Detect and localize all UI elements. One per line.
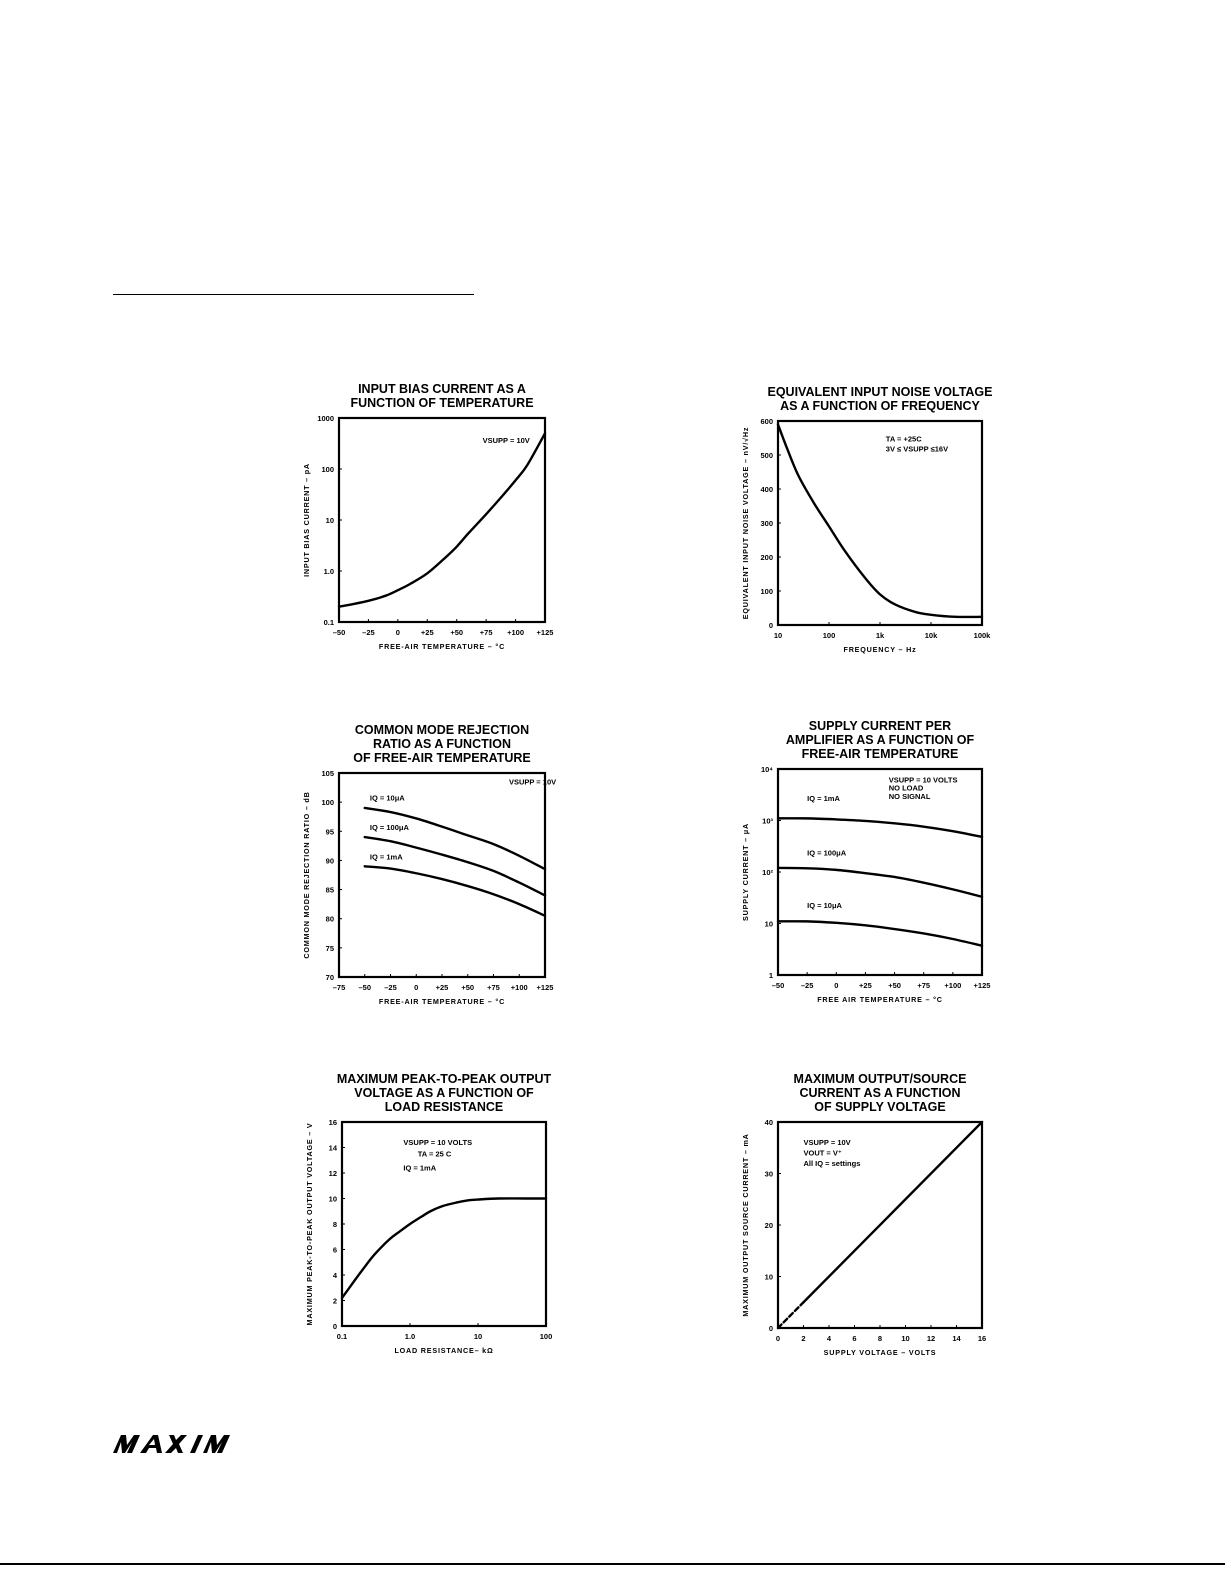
y-tick-label: 600 bbox=[760, 417, 773, 426]
chart-plot bbox=[714, 716, 1044, 1016]
series-line bbox=[339, 433, 545, 606]
x-tick-label: 0.1 bbox=[336, 1332, 348, 1341]
y-tick-label: 20 bbox=[764, 1221, 773, 1230]
x-tick-label: 1.0 bbox=[404, 1332, 416, 1341]
x-tick-label: +100 bbox=[944, 981, 962, 990]
x-axis-label: SUPPLY VOLTAGE – VOLTS bbox=[823, 1348, 937, 1357]
x-tick-label: 8 bbox=[877, 1334, 883, 1343]
x-tick-label: +25 bbox=[435, 983, 449, 992]
chart-annotation: VOUT = V⁺ bbox=[803, 1148, 842, 1158]
x-tick-label: 10 bbox=[473, 1332, 483, 1341]
chart-output-source-current bbox=[714, 1066, 1044, 1366]
y-tick-label: 10⁴ bbox=[760, 765, 773, 774]
y-tick-label: 0 bbox=[768, 1324, 773, 1333]
y-tick-label: 10³ bbox=[762, 816, 773, 826]
y-tick-label: 2 bbox=[332, 1296, 337, 1306]
y-axis-label: EQUIVALENT INPUT NOISE VOLTAGE – nV/√Hz bbox=[741, 426, 750, 620]
y-tick-label: 4 bbox=[332, 1271, 337, 1280]
y-tick-label: 1.0 bbox=[323, 567, 334, 576]
x-tick-label: 2 bbox=[801, 1334, 806, 1343]
series-line bbox=[778, 1302, 804, 1328]
x-axis-label: LOAD RESISTANCE– kΩ bbox=[394, 1346, 494, 1355]
chart-cmrr bbox=[278, 716, 608, 1016]
x-tick-label: 100 bbox=[822, 631, 836, 640]
x-axis-label: FREQUENCY – Hz bbox=[843, 645, 917, 654]
y-tick-label: 75 bbox=[325, 943, 334, 953]
y-tick-label: 10 bbox=[325, 516, 334, 525]
x-tick-label: 10k bbox=[924, 631, 938, 640]
y-tick-label: 10 bbox=[764, 1272, 773, 1282]
plot-frame bbox=[339, 773, 545, 977]
x-tick-label: 100k bbox=[973, 631, 991, 640]
y-tick-label: 80 bbox=[325, 914, 334, 924]
x-tick-label: +125 bbox=[536, 628, 554, 637]
chart-title-line: COMMON MODE REJECTION bbox=[354, 723, 530, 737]
x-tick-label: 1k bbox=[875, 631, 885, 640]
x-tick-label: 4 bbox=[826, 1334, 832, 1343]
x-tick-label: 12 bbox=[926, 1334, 936, 1343]
x-tick-label: +75 bbox=[917, 981, 931, 990]
y-tick-label: 0.1 bbox=[323, 618, 334, 627]
chart-title-line: EQUIVALENT INPUT NOISE VOLTAGE bbox=[767, 385, 993, 399]
x-tick-label: 10 bbox=[773, 631, 783, 640]
y-tick-label: 1 bbox=[768, 971, 773, 980]
chart-annotation: VSUPP = 10V bbox=[482, 436, 530, 446]
y-axis-label: INPUT BIAS CURRENT – pA bbox=[302, 463, 311, 577]
x-tick-label: –50 bbox=[358, 983, 372, 992]
chart-annotation: TA = +25C bbox=[885, 434, 922, 444]
x-tick-label: +100 bbox=[507, 628, 525, 637]
y-tick-label: 100 bbox=[321, 465, 334, 474]
x-tick-label: +125 bbox=[536, 983, 554, 992]
chart-annotation: IQ = 10μA bbox=[369, 793, 405, 803]
x-tick-label: 0 bbox=[775, 1334, 781, 1343]
x-tick-label: +25 bbox=[420, 628, 434, 637]
x-tick-label: +75 bbox=[479, 628, 493, 637]
chart-title-line: MAXIMUM OUTPUT/SOURCE bbox=[793, 1072, 967, 1086]
x-tick-label: 10 bbox=[901, 1334, 910, 1343]
series-line bbox=[778, 424, 982, 617]
x-tick-label: 0 bbox=[834, 981, 839, 990]
series-line bbox=[365, 866, 545, 916]
chart-annotation: IQ = 1mA bbox=[403, 1163, 437, 1173]
y-tick-label: 14 bbox=[328, 1143, 337, 1153]
chart-annotation: VSUPP = 10V bbox=[508, 777, 557, 787]
x-tick-label: +125 bbox=[973, 981, 991, 990]
chart-title-line: INPUT BIAS CURRENT AS A bbox=[358, 382, 526, 396]
chart-peak-to-peak-voltage bbox=[278, 1066, 608, 1366]
x-tick-label: –50 bbox=[771, 981, 785, 990]
series-line bbox=[778, 921, 982, 945]
x-tick-label: +50 bbox=[450, 628, 464, 637]
x-tick-label: 14 bbox=[952, 1334, 961, 1343]
chart-plot bbox=[714, 1066, 1044, 1366]
x-axis-label: FREE-AIR TEMPERATURE – °C bbox=[378, 997, 506, 1006]
y-tick-label: 8 bbox=[332, 1220, 337, 1229]
y-tick-label: 500 bbox=[760, 451, 773, 460]
chart-title-line: SUPPLY CURRENT PER bbox=[808, 719, 952, 733]
chart-plot bbox=[714, 376, 1044, 676]
chart-title-line: AMPLIFIER AS A FUNCTION OF bbox=[785, 733, 975, 747]
y-axis-label: MAXIMUM PEAK-TO-PEAK OUTPUT VOLTAGE – V bbox=[305, 1122, 314, 1326]
chart-title-line: LOAD RESISTANCE bbox=[384, 1100, 504, 1114]
y-axis-label: SUPPLY CURRENT – μA bbox=[741, 823, 750, 921]
maxim-logo bbox=[113, 1434, 253, 1459]
y-axis-label: MAXIMUM OUTPUT SOURCE CURRENT – mA bbox=[741, 1133, 750, 1317]
y-tick-label: 200 bbox=[760, 553, 773, 562]
x-tick-label: +75 bbox=[487, 983, 500, 992]
chart-title-line: OF FREE-AIR TEMPERATURE bbox=[353, 751, 531, 765]
chart-annotation: IQ = 100μA bbox=[369, 823, 409, 833]
series-line bbox=[778, 818, 982, 837]
series-line bbox=[365, 837, 545, 895]
y-tick-label: 6 bbox=[332, 1245, 337, 1255]
chart-title-line: MAXIMUM PEAK-TO-PEAK OUTPUT bbox=[336, 1072, 552, 1086]
x-tick-label: 0 bbox=[395, 628, 400, 637]
chart-annotation: IQ = 1mA bbox=[369, 852, 403, 862]
chart-annotation: IQ = 10μA bbox=[807, 900, 842, 910]
chart-title-line: FREE-AIR TEMPERATURE bbox=[801, 747, 959, 761]
chart-annotation: VSUPP = 10 VOLTS bbox=[403, 1137, 473, 1147]
series-line bbox=[342, 1198, 546, 1298]
chart-title-line: OF SUPPLY VOLTAGE bbox=[814, 1100, 946, 1114]
chart-annotation: TA = 25 C bbox=[417, 1149, 452, 1159]
x-tick-label: +50 bbox=[461, 983, 475, 992]
maxim-logo-icon bbox=[113, 1434, 253, 1454]
y-tick-label: 95 bbox=[325, 827, 334, 837]
x-tick-label: –25 bbox=[800, 981, 814, 990]
chart-annotation: IQ = 100μA bbox=[807, 848, 847, 858]
x-tick-label: +25 bbox=[859, 981, 872, 990]
x-tick-label: 100 bbox=[539, 1332, 553, 1341]
chart-title-line: FUNCTION OF TEMPERATURE bbox=[350, 396, 534, 410]
series-line bbox=[778, 868, 982, 897]
y-tick-label: 40 bbox=[764, 1118, 773, 1127]
x-tick-label: 6 bbox=[852, 1334, 857, 1343]
y-tick-label: 400 bbox=[760, 485, 773, 494]
x-tick-label: –25 bbox=[362, 628, 375, 637]
y-tick-label: 10 bbox=[328, 1194, 337, 1204]
plot-frame bbox=[339, 418, 545, 622]
chart-plot bbox=[278, 716, 608, 1016]
y-tick-label: 10 bbox=[764, 919, 773, 929]
chart-supply-current bbox=[714, 716, 1044, 1016]
chart-annotation: VSUPP = 10V bbox=[803, 1138, 851, 1148]
chart-plot bbox=[278, 374, 608, 674]
y-tick-label: 100 bbox=[760, 587, 773, 596]
y-tick-label: 16 bbox=[328, 1118, 337, 1127]
section-rule bbox=[113, 294, 474, 295]
x-tick-label: –75 bbox=[332, 983, 346, 992]
chart-annotation: IQ = 1mA bbox=[807, 793, 840, 803]
chart-title-line: VOLTAGE AS A FUNCTION OF bbox=[354, 1086, 534, 1100]
y-tick-label: 10² bbox=[762, 868, 773, 877]
y-axis-label: COMMON MODE REJECTION RATIO – dB bbox=[302, 791, 311, 959]
y-tick-label: 0 bbox=[768, 621, 773, 630]
y-tick-label: 1000 bbox=[317, 414, 334, 423]
chart-input-noise-voltage bbox=[714, 376, 1044, 676]
chart-title-line: RATIO AS A FUNCTION bbox=[373, 737, 511, 751]
x-axis-label: FREE AIR TEMPERATURE – °C bbox=[817, 995, 943, 1004]
chart-plot bbox=[278, 1066, 608, 1366]
y-tick-label: 0 bbox=[332, 1322, 337, 1331]
x-tick-label: –25 bbox=[384, 983, 397, 992]
y-tick-label: 90 bbox=[325, 856, 334, 866]
x-axis-label: FREE-AIR TEMPERATURE – °C bbox=[378, 642, 506, 651]
y-tick-label: 12 bbox=[328, 1169, 337, 1178]
y-tick-label: 85 bbox=[325, 885, 334, 895]
chart-annotation: 3V ≤ VSUPP ≤16V bbox=[885, 444, 949, 454]
chart-annotation: NO SIGNAL bbox=[888, 792, 931, 802]
y-tick-label: 100 bbox=[321, 798, 334, 808]
x-tick-label: +100 bbox=[510, 983, 528, 992]
bottom-rule bbox=[0, 1563, 1225, 1565]
chart-annotation: VSUPP = 10 VOLTS bbox=[888, 775, 958, 785]
chart-title-line: CURRENT AS A FUNCTION bbox=[799, 1086, 961, 1100]
chart-title-line: AS A FUNCTION OF FREQUENCY bbox=[780, 399, 980, 413]
chart-input-bias-current bbox=[278, 374, 608, 674]
y-tick-label: 30 bbox=[764, 1169, 773, 1179]
chart-annotation: NO LOAD bbox=[888, 783, 924, 793]
chart-annotation: All IQ = settings bbox=[803, 1158, 861, 1168]
x-tick-label: +50 bbox=[888, 981, 901, 990]
x-tick-label: 0 bbox=[414, 983, 419, 992]
y-tick-label: 300 bbox=[760, 519, 773, 528]
y-tick-label: 70 bbox=[325, 973, 334, 982]
y-tick-label: 105 bbox=[321, 769, 334, 778]
x-tick-label: 16 bbox=[977, 1334, 987, 1343]
x-tick-label: –50 bbox=[332, 628, 346, 637]
